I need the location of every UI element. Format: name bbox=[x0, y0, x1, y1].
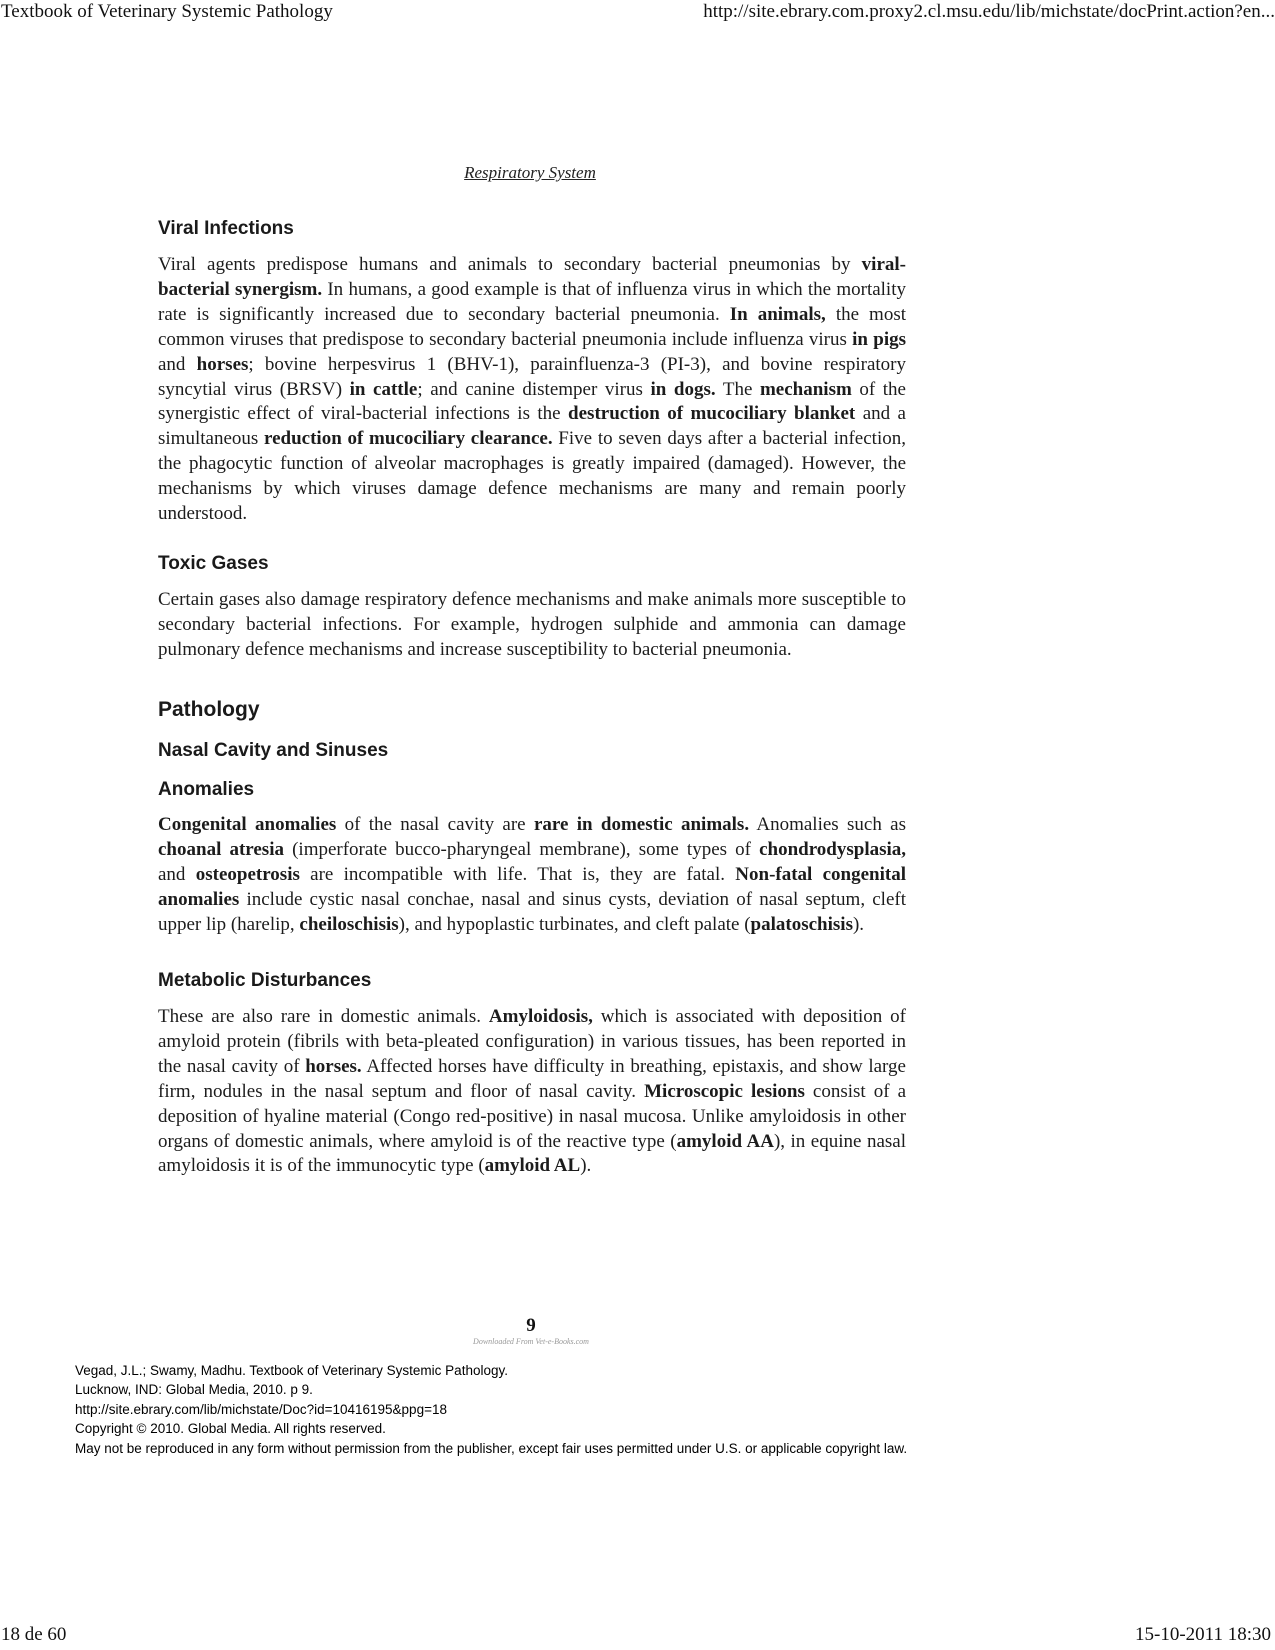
paragraph-metabolic-disturbances: These are also rare in domestic animals. Amyloidosis, which is associated with deposition of amyloid protein (fibrils with beta-pleated configuration) in various tissues, has been reported in the nasal cavity of horses. Affected horses have difficulty in breathing, epistaxis, and show large firm, nodules in the nasal septum and floor of nasal cavity. Microscopic lesions consist of a deposition of hyaline material (Congo red-positive) in nasal mucosa. Unlike amyloidosis in other organs of domestic animals, where amyloid is of the reactive type (amyloid AA), in equine nasal amyloidosis it is of the immunocytic type (amyloid AL). bbox=[158, 1006, 907, 1177]
citation-authors-title: Vegad, J.L.; Swamy, Madhu. Textbook of Veterinary Systemic Pathology. bbox=[75, 1363, 508, 1378]
print-datetime: 15-10-2011 18:30 bbox=[1135, 1624, 1271, 1645]
print-footer bbox=[0, 1622, 1275, 1648]
heading-viral-infections: Viral Infections bbox=[158, 218, 294, 239]
print-header-title: Textbook of Veterinary Systemic Pathology bbox=[1, 1, 333, 22]
heading-nasal-cavity: Nasal Cavity and Sinuses bbox=[158, 740, 389, 761]
heading-pathology: Pathology bbox=[158, 698, 260, 721]
citation-copyright: Copyright © 2010. Global Media. All rights reserved. bbox=[75, 1421, 386, 1437]
print-page-count: 18 de 60 bbox=[1, 1624, 67, 1645]
paragraph-anomalies: Congenital anomalies of the nasal cavity are rare in domestic animals. Anomalies such as choanal atresia (imperforate bucco-pharyngeal membrane), some types of chondrodysplasia, and osteopetrosis are incompatible with life. That is, they are fatal. Non-fatal congenital anomalies include cystic nasal conchae, nasal and sinus cysts, deviation of nasal septum, cleft upper lip (harelip, cheiloschisis), and hypoplastic turbinates, and cleft palate (palatoschisis). bbox=[158, 814, 907, 935]
citation-publisher: Lucknow, IND: Global Media, 2010. p 9. bbox=[75, 1382, 313, 1398]
print-header-url: http://site.ebrary.com.proxy2.cl.msu.edu/lib/michstate/docPrint.action?en... bbox=[703, 1, 1275, 22]
citation-block bbox=[75, 1361, 907, 1458]
heading-anomalies: Anomalies bbox=[158, 779, 255, 800]
print-header bbox=[0, 0, 1275, 24]
paragraph-toxic-gases: Certain gases also damage respiratory defence mechanisms and make animals more susceptible to secondary bacterial infections. For example, hydrogen sulphide and ammonia can damage pulmonary defence mechanisms and increase susceptibility to bacterial pneumonia. bbox=[158, 589, 906, 660]
citation-notice: May not be reproduced in any form without permission from the publisher, except fair uses permitted under U.S. or applicable copyright law. bbox=[75, 1440, 908, 1456]
page-number: 9 bbox=[526, 1315, 536, 1336]
download-watermark: Downloaded From Vet-e-Books.com bbox=[473, 1337, 589, 1346]
running-title: Respiratory System bbox=[464, 163, 596, 182]
heading-metabolic-disturbances: Metabolic Disturbances bbox=[158, 970, 372, 991]
paragraph-viral-infections: Viral agents predispose humans and animals to secondary bacterial pneumonias by viral-bacterial synergism. In humans, a good example is that of influenza virus in which the mortality rate is significantly increased due to secondary bacterial pneumonia. In animals, the most common viruses that predispose to secondary bacterial pneumonia include influenza virus in pigs and horses; bovine herpesvirus 1 (BHV-1), parainfluenza-3 (PI-3), and bovine respiratory syncytial virus (BRSV) in cattle; and canine distemper virus in dogs. The mechanism of the synergistic effect of viral-bacterial infections is the destruction of mucociliary blanket and a simultaneous reduction of mucociliary clearance. Five to seven days after a bacterial infection, the phagocytic function of alveolar macrophages is greatly impaired (damaged). However, the mechanisms by which viruses damage defence mechanisms are many and remain poorly understood. bbox=[158, 254, 907, 525]
heading-toxic-gases: Toxic Gases bbox=[158, 553, 269, 574]
citation-link: http://site.ebrary.com/lib/michstate/Doc?id=10416195&ppg=18 bbox=[75, 1401, 447, 1417]
